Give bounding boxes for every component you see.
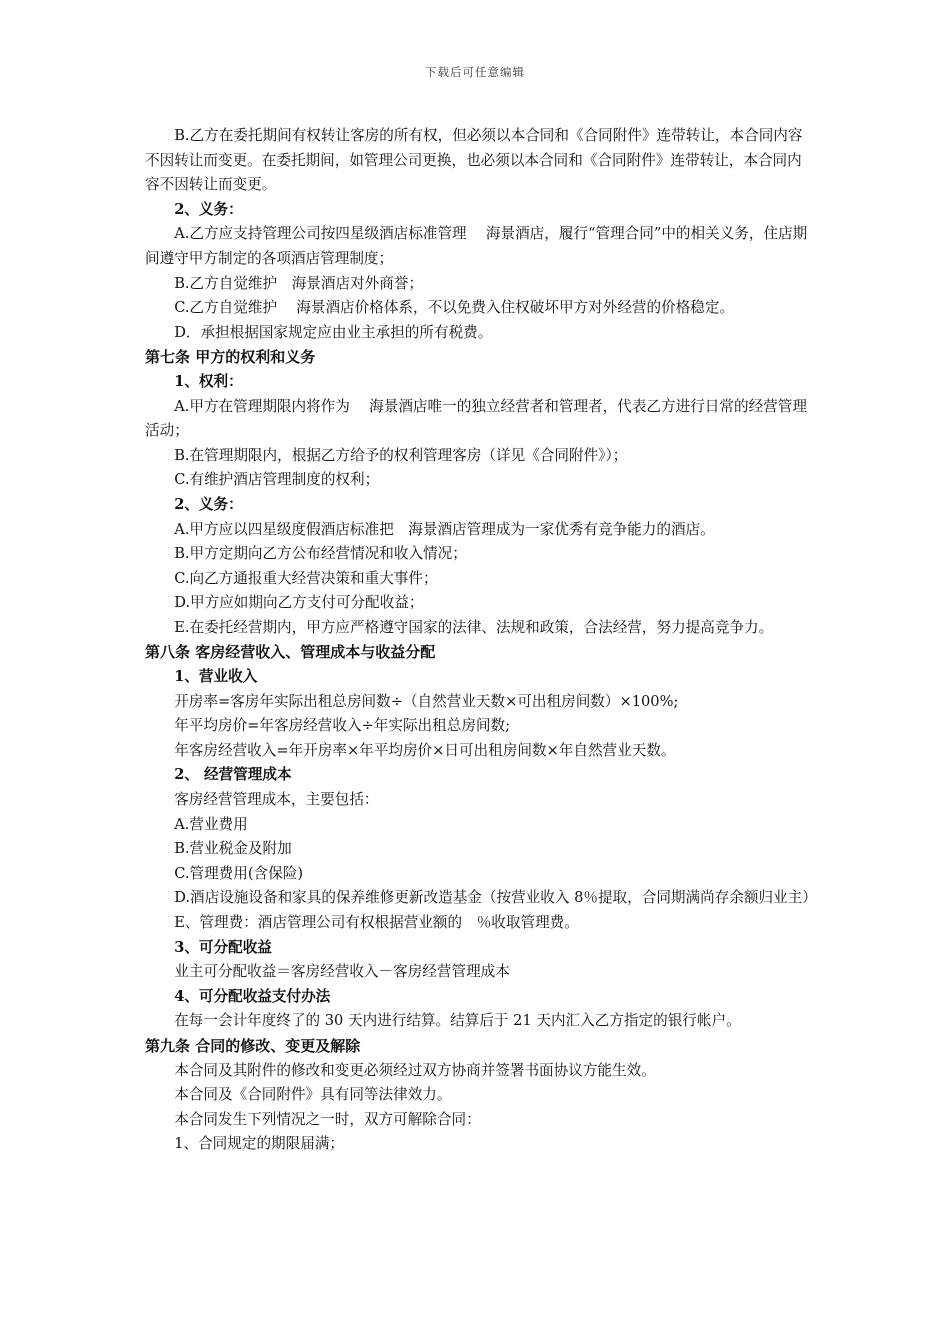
article-heading: 第八条 客房经营收入、管理成本与收益分配 [145, 643, 436, 662]
paragraph: E、管理费：酒店管理公司有权根据营业额的 ％收取管理费。 [174, 914, 579, 931]
paragraph: D.甲方应如期向乙方支付可分配收益； [174, 594, 424, 612]
paragraph: B.甲方定期向乙方公布经营情况和收入情况； [174, 545, 467, 563]
section-subheading: 3、可分配收益 [174, 938, 272, 956]
paragraph: B.在管理期限内，根据乙方给予的权利管理客房（详见《合同附件》）； [174, 446, 628, 464]
paragraph: B.营业税金及附加 [174, 840, 292, 858]
paragraph: A.乙方应支持管理公司按四星级酒店标准管理 海景酒店，履行“管理合同”中的相关义务，住店期间遵守甲方制定的各项酒店管理制度； [145, 225, 808, 267]
paragraph: B.乙方自觉维护 海景酒店对外商誉； [174, 274, 424, 292]
paragraph: 1、合同规定的期限届满； [174, 1135, 345, 1153]
section-subheading: 2、义务： [174, 200, 243, 218]
paragraph: D.酒店设施设备和家具的保养维修更新改造基金（按营业收入 8％提取，合同期满尚存余额归业主） [174, 889, 817, 907]
paragraph: 本合同及其附件的修改和变更必须经过双方协商并签署书面协议方能生效。 [174, 1061, 656, 1079]
document-body [145, 124, 817, 1157]
paragraph: E.在委托经营期内，甲方应严格遵守国家的法律、法规和政策，合法经营，努力提高竞争力。 [174, 618, 774, 636]
paragraph: A.营业费用 [174, 815, 248, 833]
paragraph: D．承担根据国家规定应由业主承担的所有税费。 [174, 323, 493, 341]
paragraph: C.有维护酒店管理制度的权利； [174, 471, 380, 489]
paragraph: 在每一会计年度终了的 30 天内进行结算。结算后于 21 天内汇入乙方指定的银行帐户。 [174, 1012, 741, 1030]
section-subheading: 2、 经营管理成本 [174, 766, 292, 784]
paragraph: 开房率=客房年实际出租总房间数÷（自然营业天数×可出租房间数）×100%; [174, 692, 679, 710]
paragraph: B.乙方在委托期间有权转让客房的所有权，但必须以本合同和《合同附件》连带转让，本合同内容不因转让而变更。在委托期间，如管理公司更换，也必须以本合同和《合同附件》连带转让，本合同内容不因转让而变更。 [145, 127, 803, 194]
paragraph: 业主可分配收益＝客房经营收入－客房经营管理成本 [174, 963, 510, 981]
paragraph: A.甲方在管理期限内将作为 海景酒店唯一的独立经营者和管理者，代表乙方进行日常的经营管理活动； [145, 397, 807, 440]
paragraph: 本合同发生下列情况之一时，双方可解除合同： [174, 1110, 481, 1128]
paragraph: 年平均房价=年客房经营收入÷年实际出租总房间数; [174, 717, 511, 735]
paragraph: 本合同及《合同附件》具有同等法律效力。 [174, 1086, 452, 1104]
article-heading: 第九条 合同的修改、变更及解除 [145, 1036, 361, 1055]
paragraph: C.向乙方通报重大经营决策和重大事件； [174, 569, 438, 587]
paragraph: 客房经营管理成本，主要包括： [174, 791, 379, 809]
paragraph: C.管理费用(含保险) [174, 864, 304, 882]
section-subheading: 2、义务： [174, 495, 243, 513]
article-heading: 第七条 甲方的权利和义务 [145, 348, 316, 367]
paragraph: A.甲方应以四星级度假酒店标准把 海景酒店管理成为一家优秀有竞争能力的酒店。 [174, 520, 715, 538]
section-subheading: 4、可分配收益支付办法 [174, 987, 331, 1005]
page-header: 下载后可任意编辑 [425, 65, 525, 79]
paragraph: C.乙方自觉维护 海景酒店价格体系，不以免费入住权破坏甲方对外经营的价格稳定。 [174, 299, 735, 317]
section-subheading: 1、营业收入 [174, 668, 258, 686]
section-subheading: 1、权利： [174, 372, 243, 390]
paragraph: 年客房经营收入=年开房率×年平均房价×日可出租房间数×年自然营业天数。 [174, 741, 676, 759]
